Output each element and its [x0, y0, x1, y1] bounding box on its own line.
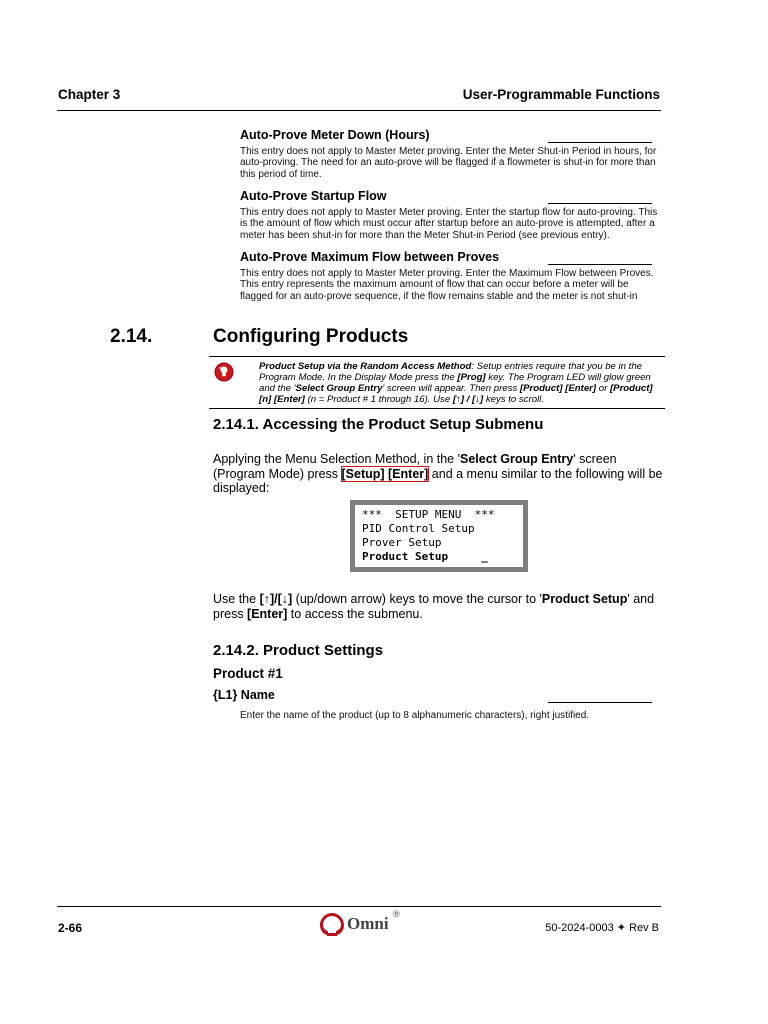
note-key: [↑] / [↓]: [452, 394, 484, 405]
tip-icon: [214, 362, 234, 382]
entry-line: is the amount of flow which must occur after startup before an auto-prove is attempted, after a: [240, 218, 655, 230]
note-key: Select Group Entry: [295, 383, 383, 394]
document-id: 50-2024-0003 ✦ Rev B: [545, 922, 659, 934]
paragraph-arrow-keys: [213, 592, 663, 621]
entry-body-max-flow: [240, 268, 660, 302]
note-text: [259, 361, 662, 405]
para-span: Use the: [213, 592, 260, 606]
chapter-label: Chapter 3: [58, 87, 121, 102]
note-top-rule: [209, 356, 665, 357]
entry-line: auto-proving. The need for an auto-prove will be flagged if a flowmeter is shut-in for more than: [240, 157, 656, 169]
section-number: 2.14.: [110, 326, 153, 347]
header-rule: [57, 110, 661, 111]
lcd-display: [350, 500, 528, 572]
product-heading: Product #1: [213, 666, 283, 681]
note-key: [Product] [Enter]: [519, 383, 597, 394]
entry-title-meter-down: Auto-Prove Meter Down (Hours): [240, 128, 430, 142]
entry-line: This entry does not apply to Master Meter proving. Enter the startup flow for auto-proving. This: [240, 207, 658, 218]
note-bottom-rule: [209, 408, 665, 409]
entry-line: meter has been shut-in for more than the Meter Shut-in Period (see previous entry).: [240, 229, 610, 241]
entry-line: this period of time.: [240, 168, 322, 180]
entry-blank-line: [548, 203, 652, 204]
para-span: Applying the Menu Selection Method, in the ': [213, 452, 460, 466]
para-span: to access the submenu.: [287, 606, 423, 621]
note-span: key. The Program LED will glow green and the ': [259, 372, 651, 394]
note-span: : Setup entries require that you be in the Program Mode. In the Display Mode press the: [259, 361, 643, 383]
paragraph-menu-method: [213, 452, 663, 496]
entry-blank-line: [548, 142, 652, 143]
note-span: keys to scroll.: [483, 394, 544, 405]
para-key: [Enter]: [247, 606, 288, 621]
lcd-line: *** SETUP MENU ***: [362, 508, 495, 521]
entry-body-startup-flow: [240, 207, 660, 241]
note-span: or: [596, 383, 610, 394]
lcd-line: Product Setup _: [362, 550, 488, 563]
para-span: and a menu similar to the following will be displayed:: [213, 466, 663, 495]
registered-mark: ®: [393, 909, 400, 919]
entry-line: This entry does not apply to Master Meter proving. Enter the Maximum Flow between Proves.: [240, 268, 654, 279]
omni-logo-icon: [318, 911, 346, 937]
entry-title-max-flow: Auto-Prove Maximum Flow between Proves: [240, 250, 500, 264]
para-span: ' and press: [213, 592, 655, 621]
note-key: [Product] [n] [Enter]: [259, 383, 653, 405]
para-key: [↑]/[↓]: [259, 592, 293, 606]
entry-line: flagged for an auto-prove sequence, if the flow remains stable and the meter is not shut-in: [240, 290, 638, 302]
page-number: 2-66: [58, 921, 83, 935]
entry-line: This entry does not apply to Master Meter proving. Enter the Meter Shut-in Period in hours, for: [240, 146, 657, 157]
subsection-title-accessing: 2.14.1. Accessing the Product Setup Submenu: [213, 416, 544, 433]
note-lead: Product Setup via the Random Access Method: [259, 361, 472, 372]
entry-body-meter-down: [240, 146, 660, 180]
note-span: (n = Product # 1 through 16). Use: [304, 394, 453, 405]
para-key: Select Group Entry: [460, 452, 574, 466]
para-span: ' screen (Program Mode) press: [213, 452, 617, 481]
note-key: [Prog]: [457, 372, 486, 383]
subsection-title-settings: 2.14.2. Product Settings: [213, 642, 384, 659]
section-header: User-Programmable Functions: [462, 87, 660, 102]
para-key: Product Setup: [541, 592, 628, 606]
lcd-line: PID Control Setup: [362, 522, 475, 535]
note-span: ' screen will appear. Then press: [382, 383, 520, 394]
field-desc-name: Enter the name of the product (up to 8 alphanumeric characters), right justified.: [240, 710, 590, 721]
para-span: (up/down arrow) keys to move the cursor to ': [292, 592, 542, 606]
entry-title-startup-flow: Auto-Prove Startup Flow: [240, 189, 387, 203]
footer-rule: [57, 906, 661, 907]
field-blank-line: [548, 702, 652, 703]
setup-enter-keys: [Setup] [Enter]: [341, 466, 429, 481]
omni-logo-text: Omni: [347, 914, 389, 933]
field-title-name: {L1} Name: [213, 688, 275, 702]
section-title: Configuring Products: [213, 326, 409, 347]
entry-blank-line: [548, 264, 652, 265]
lcd-line: Prover Setup: [362, 536, 442, 549]
omni-logo: [318, 909, 408, 939]
entry-line: This entry represents the maximum amount of flow that can occur before a meter will be: [240, 279, 629, 291]
